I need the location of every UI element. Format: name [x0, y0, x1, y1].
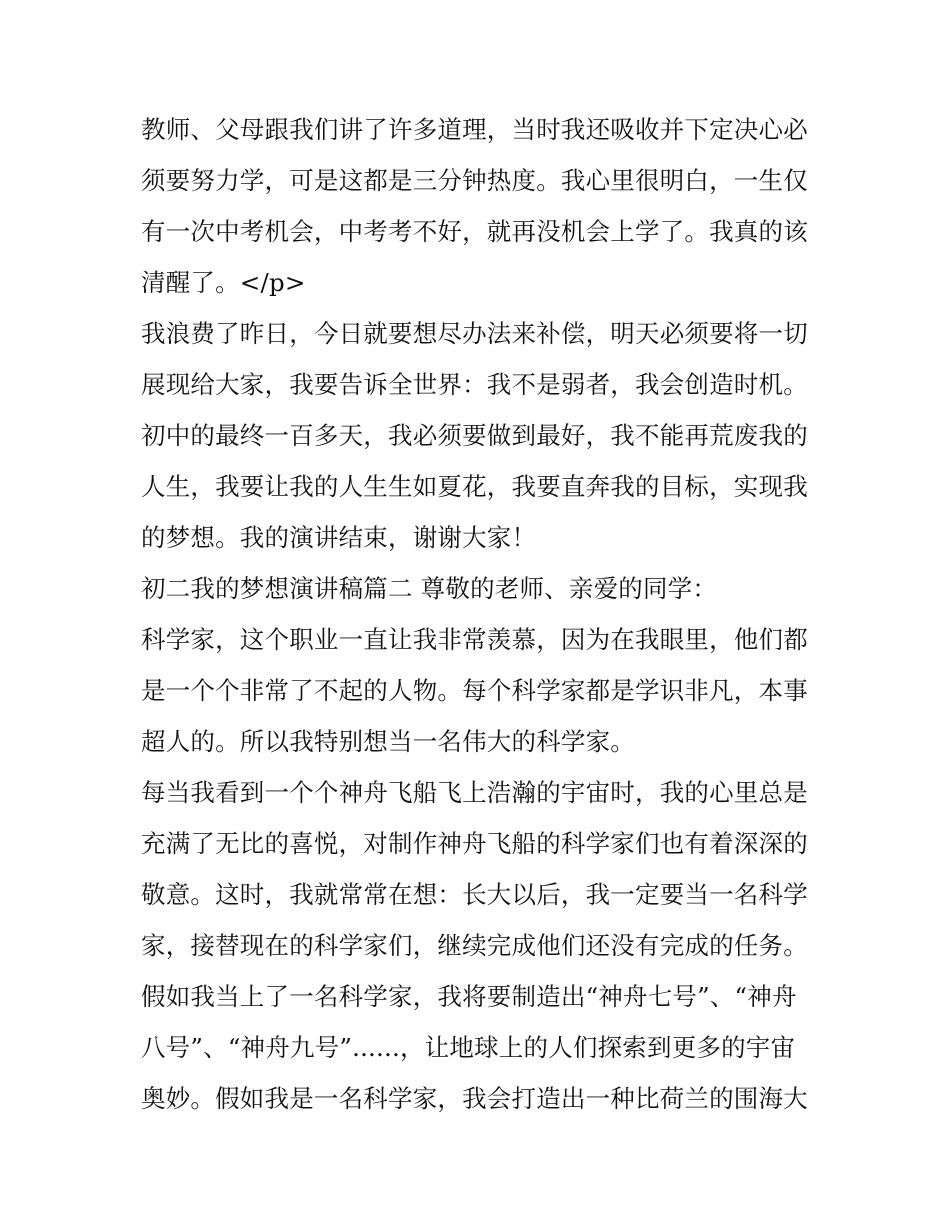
text-line: 超人的。所以我特别想当一名伟大的科学家。 — [141, 727, 635, 756]
text-line: 须要努力学，可是这都是三分钟热度。我心里很明白，一生仅 — [141, 166, 808, 195]
text-line: 清醒了。</p> — [141, 268, 306, 297]
text-line: 我浪费了昨日，今日就要想尽办法来补偿，明天必须要将一切 — [141, 319, 808, 348]
text-line: 有一次中考机会，中考考不好，就再没机会上学了。我真的该 — [141, 217, 808, 246]
text-line: 的梦想。我的演讲结束，谢谢大家！ — [141, 523, 537, 552]
text-line: 科学家，这个职业一直让我非常羡慕，因为在我眼里，他们都 — [141, 625, 808, 654]
document-text — [141, 104, 821, 1124]
text-line: 奥妙。假如我是一名科学家，我会打造出一种比荷兰的围海大 — [141, 1084, 808, 1113]
text-line: 家，接替现在的科学家们，继续完成他们还没有完成的任务。 — [141, 931, 808, 960]
text-line: 假如我当上了一名科学家，我将要制造出“神舟七号”、“神舟 — [141, 982, 797, 1011]
text-line: 展现给大家，我要告诉全世界：我不是弱者，我会创造时机。 — [141, 370, 808, 399]
text-line: 充满了无比的喜悦，对制作神舟飞船的科学家们也有着深深的 — [141, 829, 808, 858]
section-heading-line: 初二我的梦想演讲稿篇二 尊敬的老师、亲爱的同学： — [141, 574, 718, 603]
text-line: 初中的最终一百多天，我必须要做到最好，我不能再荒废我的 — [141, 421, 808, 450]
text-line: 教师、父母跟我们讲了许多道理，当时我还吸收并下定决心必 — [141, 115, 808, 144]
text-line: 是一个个非常了不起的人物。每个科学家都是学识非凡，本事 — [141, 676, 808, 705]
text-line: 八号”、“神舟九号”......，让地球上的人们探索到更多的宇宙 — [141, 1033, 796, 1062]
text-line: 每当我看到一个个神舟飞船飞上浩瀚的宇宙时，我的心里总是 — [141, 778, 808, 807]
text-line: 人生，我要让我的人生生如夏花，我要直奔我的目标，实现我 — [141, 472, 808, 501]
text-line: 敬意。这时，我就常常在想：长大以后，我一定要当一名科学 — [141, 880, 808, 909]
